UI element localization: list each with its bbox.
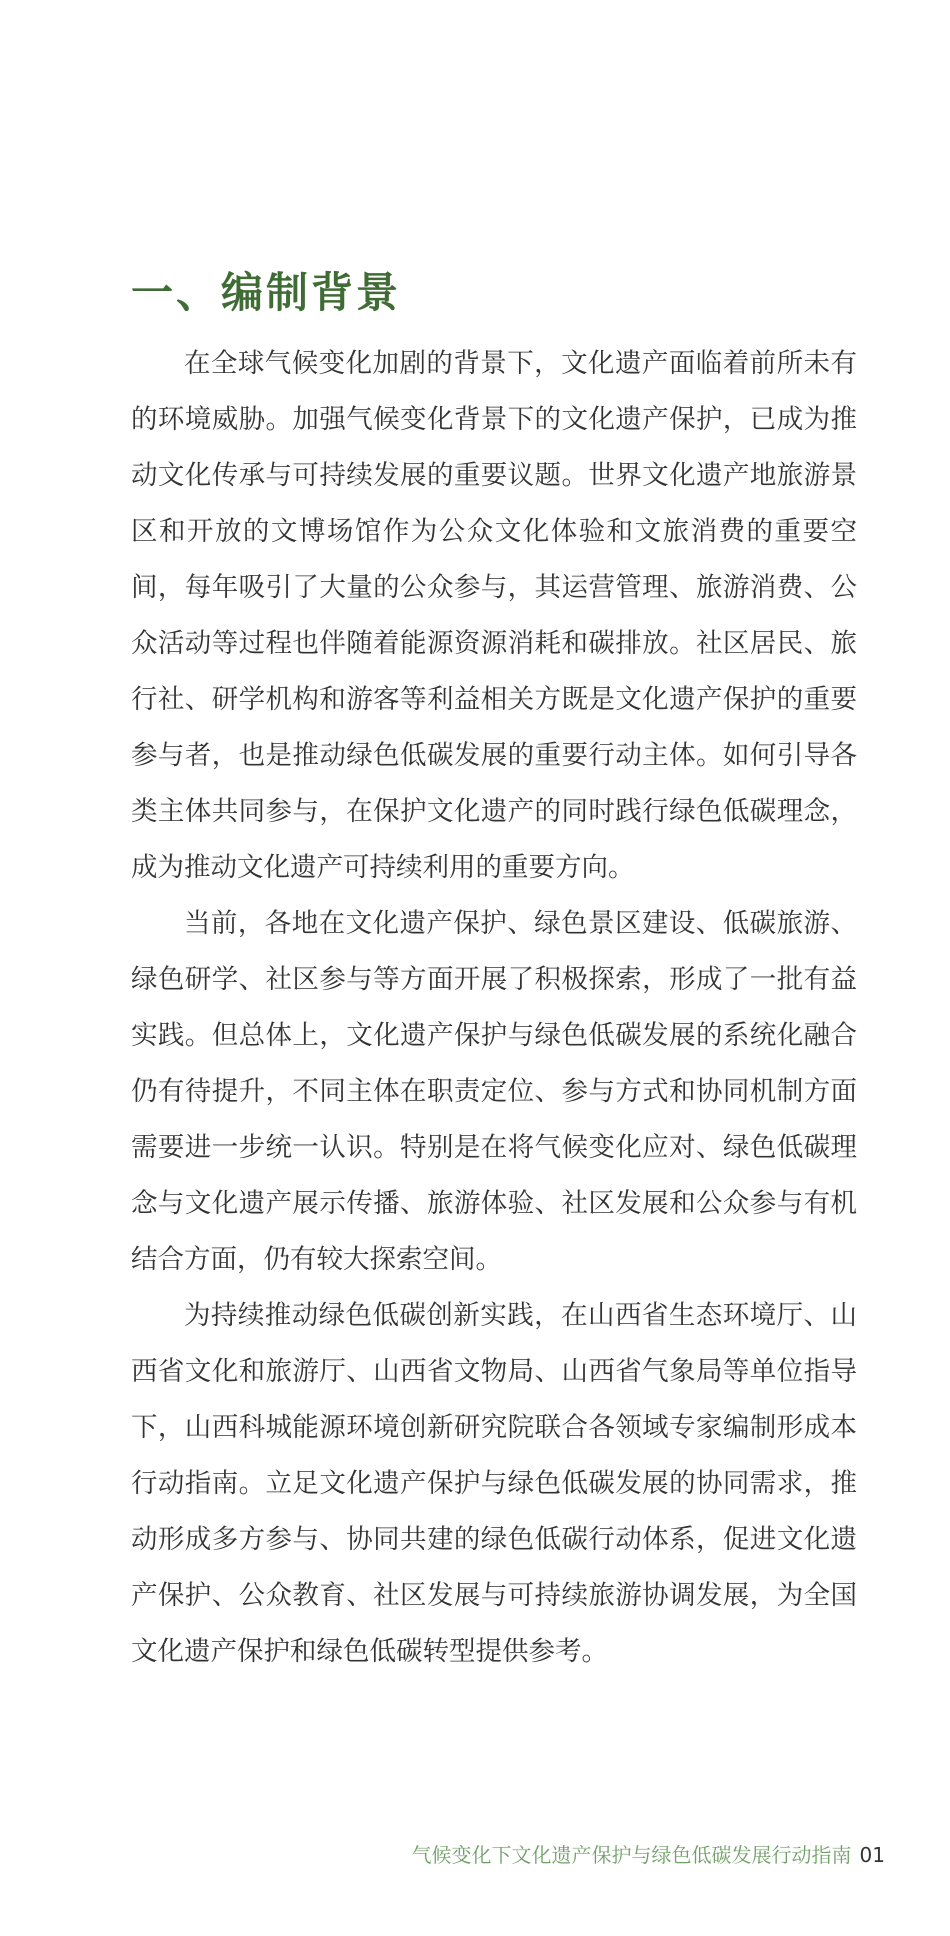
paragraph-purpose: 为持续推动绿色低碳创新实践，在山西省生态环境厅、山西省文化和旅游厅、山西省文物局、山西省气象局等单位指导下，山西科城能源环境创新研究院联合各领域专家编制形成本行动指南。立足文化遗产保护与绿色低碳发展的协同需求，推动形成多方参与、协同共建的绿色低碳行动体系，促进文化遗产保护、公众教育、社区发展与可持续旅游协调发展，为全国文化遗产保护和绿色低碳转型提供参考。 <box>131 1300 857 1667</box>
page-footer <box>412 1840 885 1870</box>
body-content <box>131 336 857 1680</box>
page-number: 01 <box>859 1843 885 1867</box>
paragraph-current-status: 当前，各地在文化遗产保护、绿色景区建设、低碳旅游、绿色研学、社区参与等方面开展了积极探索，形成了一批有益实践。但总体上，文化遗产保护与绿色低碳发展的系统化融合仍有待提升，不同主体在职责定位、参与方式和协同机制方面需要进一步统一认识。特别是在将气候变化应对、绿色低碳理念与文化遗产展示传播、旅游体验、社区发展和公众参与有机结合方面，仍有较大探索空间。 <box>131 908 857 1275</box>
section-heading: 一、编制背景 <box>131 268 402 317</box>
footer-document-title: 气候变化下文化遗产保护与绿色低碳发展行动指南 <box>411 1843 852 1867</box>
paragraph-background: 在全球气候变化加剧的背景下，文化遗产面临着前所未有的环境威胁。加强气候变化背景下的文化遗产保护，已成为推动文化传承与可持续发展的重要议题。世界文化遗产地旅游景区和开放的文博场馆作为公众文化体验和文旅消费的重要空间，每年吸引了大量的公众参与，其运营管理、旅游消费、公众活动等过程也伴随着能源资源消耗和碳排放。社区居民、旅行社、研学机构和游客等利益相关方既是文化遗产保护的重要参与者，也是推动绿色低碳发展的重要行动主体。如何引导各类主体共同参与，在保护文化遗产的同时践行绿色低碳理念，成为推动文化遗产可持续利用的重要方向。 <box>131 348 857 883</box>
